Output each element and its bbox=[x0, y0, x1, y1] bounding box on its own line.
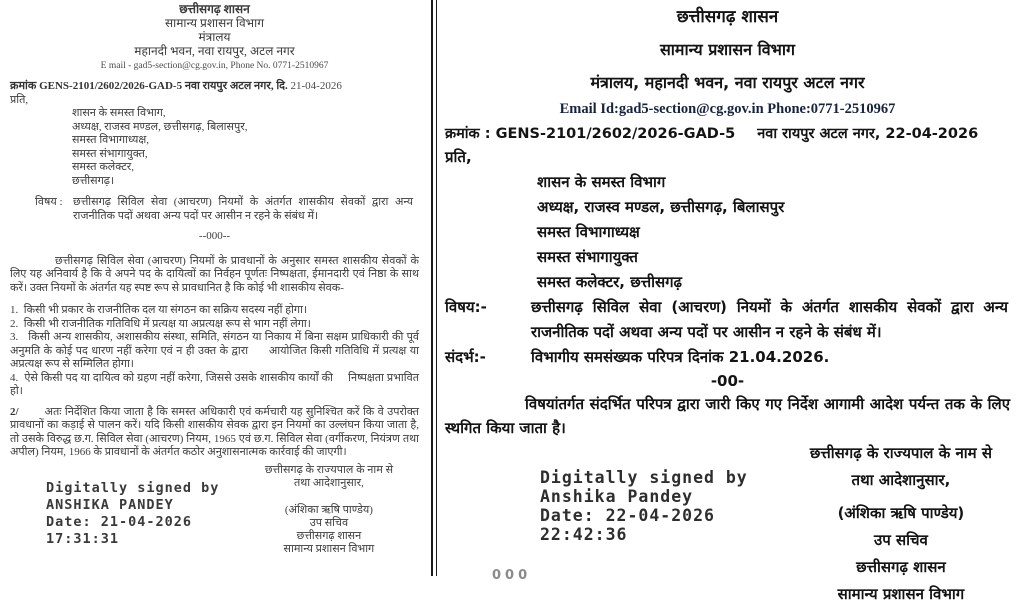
right-ref-number: क्रमांक : GENS-2101/2602/2026-GAD-5 bbox=[445, 126, 736, 142]
recipient-line: समस्त विभागाध्यक्ष bbox=[537, 223, 640, 241]
list-item: 1. किसी भी प्रकार के राजनीतिक दल या संगठन का सक्रिय सदस्य नहीं होगा। bbox=[10, 304, 308, 316]
right-reference-label: संदर्भ:- bbox=[445, 348, 486, 366]
right-body-paragraph: विषयांतर्गत संदर्भित परिपत्र द्वारा जारी किए गए निर्देश आगामी आदेश पर्यन्त तक के लिए स्थगित किया जाता है। bbox=[445, 395, 1010, 437]
stamp-line: Date: 22-04-2026 bbox=[540, 506, 715, 525]
closing-line: तथा आदेशानुसार, bbox=[293, 476, 364, 489]
closing-line: छत्तीसगढ़ के राज्यपाल के नाम से bbox=[809, 444, 992, 462]
left-numbered-list bbox=[10, 304, 419, 399]
right-subject-text: छत्तीसगढ़ सिविल सेवा (आचरण) नियमों के अंतर्गत शासकीय सेवकों द्वारा अन्य राजनीतिक पदों अथवा अन्य पदों पर आसीन न रहने के संबंध में। bbox=[531, 298, 1008, 341]
signatory-title: उप सचिव bbox=[873, 531, 928, 549]
left-ref-place: नवा रायपुर अटल नगर, दि. bbox=[184, 80, 288, 92]
left-address: महानदी भवन, नवा रायपुर, अटल नगर bbox=[134, 44, 295, 58]
right-ref-line bbox=[445, 123, 1010, 143]
left-subject-row bbox=[10, 196, 419, 223]
left-letterhead bbox=[10, 2, 419, 73]
recipient-line: समस्त कलेक्टर, bbox=[72, 161, 135, 173]
left-paragraph-1: छत्तीसगढ़ सिविल सेवा (आचरण) नियमों के प्रावधानों के अनुसार समस्त शासकीय सेवकों के लिए यह अनिवार्य है कि वे अपने पद के दायित्वों का निर्वहन पूर्णतः निष्पक्षता, ईमानदारी एवं निष्ठा के साथ करें। उक्त नियमों के अंतर्गत यह स्पष्ट रूप से प्रावधानित है कि कोई भी शासकीय सेवक- bbox=[10, 254, 419, 294]
stamp-line: 22:42:36 bbox=[540, 525, 628, 544]
left-ministry: मंत्रालय bbox=[198, 30, 231, 44]
signatory-dept: सामान्य प्रशासन विभाग bbox=[837, 585, 965, 603]
closing-line: तथा आदेशानुसार, bbox=[851, 471, 951, 489]
right-email-line: Email Id:gad5-section@cg.gov.in Phone:0771-2510967 bbox=[559, 101, 896, 117]
right-dept-name: सामान्य प्रशासन विभाग bbox=[659, 40, 796, 59]
right-closing bbox=[810, 440, 992, 494]
left-dept-name: सामान्य प्रशासन विभाग bbox=[165, 16, 264, 30]
left-separator: --000-- bbox=[198, 230, 231, 242]
left-ref-line bbox=[10, 80, 419, 94]
signatory-name: (अंशिका ऋषि पाण्डेय) bbox=[284, 503, 373, 516]
right-ref-place-date: नवा रायपुर अटल नगर, 22-04-2026 bbox=[757, 126, 979, 142]
left-digital-signature-stamp bbox=[46, 480, 219, 556]
right-signatory bbox=[810, 500, 992, 608]
recipient-line: समस्त संभागायुक्त bbox=[537, 248, 638, 266]
closing-line: छत्तीसगढ़ के राज्यपाल के नाम से bbox=[264, 463, 393, 476]
stamp-line: Date: 21-04-2026 bbox=[46, 513, 193, 530]
left-govt-name: छत्तीसगढ़ शासन bbox=[179, 2, 250, 16]
left-para2-number: 2/ bbox=[10, 405, 19, 418]
left-ref-number: क्रमांक GENS-2101/2602/2026-GAD-5 bbox=[10, 80, 183, 92]
left-signatory-block bbox=[265, 464, 393, 556]
right-subject-row bbox=[445, 295, 1010, 345]
right-separator: -00- bbox=[710, 372, 745, 390]
stamp-line: Digitally signed by bbox=[540, 468, 748, 487]
signatory-name: (अंशिका ऋषि पाण्डेय) bbox=[837, 504, 965, 522]
right-recipient-list bbox=[537, 170, 1010, 295]
signatory-dept: सामान्य प्रशासन विभाग bbox=[283, 542, 375, 555]
signatory-govt: छत्तीसगढ़ शासन bbox=[856, 558, 946, 576]
recipient-line: समस्त विभागाध्यक्ष, bbox=[72, 134, 150, 146]
right-digital-signature-stamp bbox=[540, 468, 748, 608]
left-signature-row bbox=[10, 464, 419, 556]
recipient-line: छत्तीसगढ़। bbox=[72, 174, 115, 187]
left-to-label: प्रति, bbox=[10, 93, 29, 106]
recipient-line: समस्त कलेक्टर, छत्तीसगढ़ bbox=[537, 273, 682, 291]
left-subject-text: छत्तीसगढ़ सिविल सेवा (आचरण) नियमों के अंतर्गत शासकीय सेवकों द्वारा अन्य राजनीतिक पदों अथवा अन्य पदों पर आसीन न रहने के संबंध में। bbox=[73, 196, 413, 222]
right-footer-partial-marks: 000 bbox=[492, 568, 532, 583]
signatory-title: उप सचिव bbox=[309, 516, 349, 529]
stamp-line: Anshika Pandey bbox=[540, 487, 694, 506]
recipient-line: समस्त संभागायुक्त, bbox=[72, 147, 148, 160]
list-item: 3. किसी अन्य शासकीय, अशासकीय संस्था, समिति, संगठन या निकाय में बिना सक्षम प्राधिकारी की पूर्व अनुमति के कोई पद धारण नहीं करेगा एवं न ही उक्त के द्वारा आयोजित किसी गतिविधि में प्रत्यक्ष या अप्रत्यक्ष रूप से सम्मिलित होगा। bbox=[10, 331, 419, 370]
right-govt-name: छत्तीसगढ़ शासन bbox=[676, 7, 779, 27]
stamp-line: Digitally signed by bbox=[46, 479, 220, 496]
left-recipient-list bbox=[72, 107, 419, 188]
right-letter bbox=[437, 0, 1024, 603]
right-letterhead bbox=[445, 4, 1010, 93]
left-signatory bbox=[265, 504, 393, 556]
left-letter bbox=[0, 0, 431, 576]
right-address: मंत्रालय, महानदी भवन, नवा रायपुर अटल नगर bbox=[590, 73, 865, 92]
recipient-line: शासन के समस्त विभाग, bbox=[72, 107, 166, 119]
recipient-line: अध्यक्ष, राजस्व मण्डल, छत्तीसगढ़, बिलासपुर bbox=[537, 198, 785, 216]
left-ref-date: 21-04-2026 bbox=[290, 80, 342, 92]
left-paragraph-2 bbox=[10, 406, 419, 460]
left-email-line: E mail - gad5-section@cg.gov.in, Phone No. 0771-2510967 bbox=[100, 61, 329, 71]
stamp-line: ANSHIKA PANDEY bbox=[46, 496, 174, 513]
right-reference-row bbox=[445, 345, 1010, 370]
signatory-govt: छत्तीसगढ़ शासन bbox=[296, 529, 362, 542]
recipient-line: अध्यक्ष, राजस्व मण्डल, छत्तीसगढ़, बिलासपुर, bbox=[72, 120, 248, 133]
stamp-line: 17:31:31 bbox=[46, 530, 120, 547]
left-para2-text: अतः निर्देशित किया जाता है कि समस्त अधिकारी एवं कर्मचारी यह सुनिश्चित करें कि वे उपरोक्त प्रावधानों का कड़ाई से पालन करें। यदि किसी शासकीय सेवक द्वारा इन नियमों का उल्लंघन किया जाता है, तो उसके विरुद्ध छ.ग. सिविल सेवा (आचरण) नियम, 1965 एवं छ.ग. सिविल सेवा (वर्गीकरण, नियंत्रण तथा अपील) नियम, 1966 के प्रावधानों के अंतर्गत कठोर अनुशासनात्मक कार्रवाई की जाएगी। bbox=[10, 405, 419, 458]
right-to-label: प्रति, bbox=[445, 148, 472, 166]
recipient-line: शासन के समस्त विभाग bbox=[537, 173, 666, 191]
right-subject-label: विषय:- bbox=[445, 298, 487, 316]
list-item: 2. किसी भी राजनीतिक गतिविधि में प्रत्यक्ष या अप्रत्यक्ष रूप से भाग नहीं लेगा। bbox=[10, 317, 311, 330]
list-item: 4. ऐसे किसी पद या दायित्व को ग्रहण नहीं करेगा, जिससे उसके शासकीय कार्यों की निष्पक्षता प्रभावित हो। bbox=[10, 371, 419, 397]
left-closing bbox=[265, 464, 393, 490]
left-subject-label: विषय : bbox=[35, 196, 63, 208]
right-reference-text: विभागीय समसंख्यक परिपत्र दिनांक 21.04.2026. bbox=[531, 348, 830, 366]
right-signatory-block bbox=[810, 440, 992, 608]
